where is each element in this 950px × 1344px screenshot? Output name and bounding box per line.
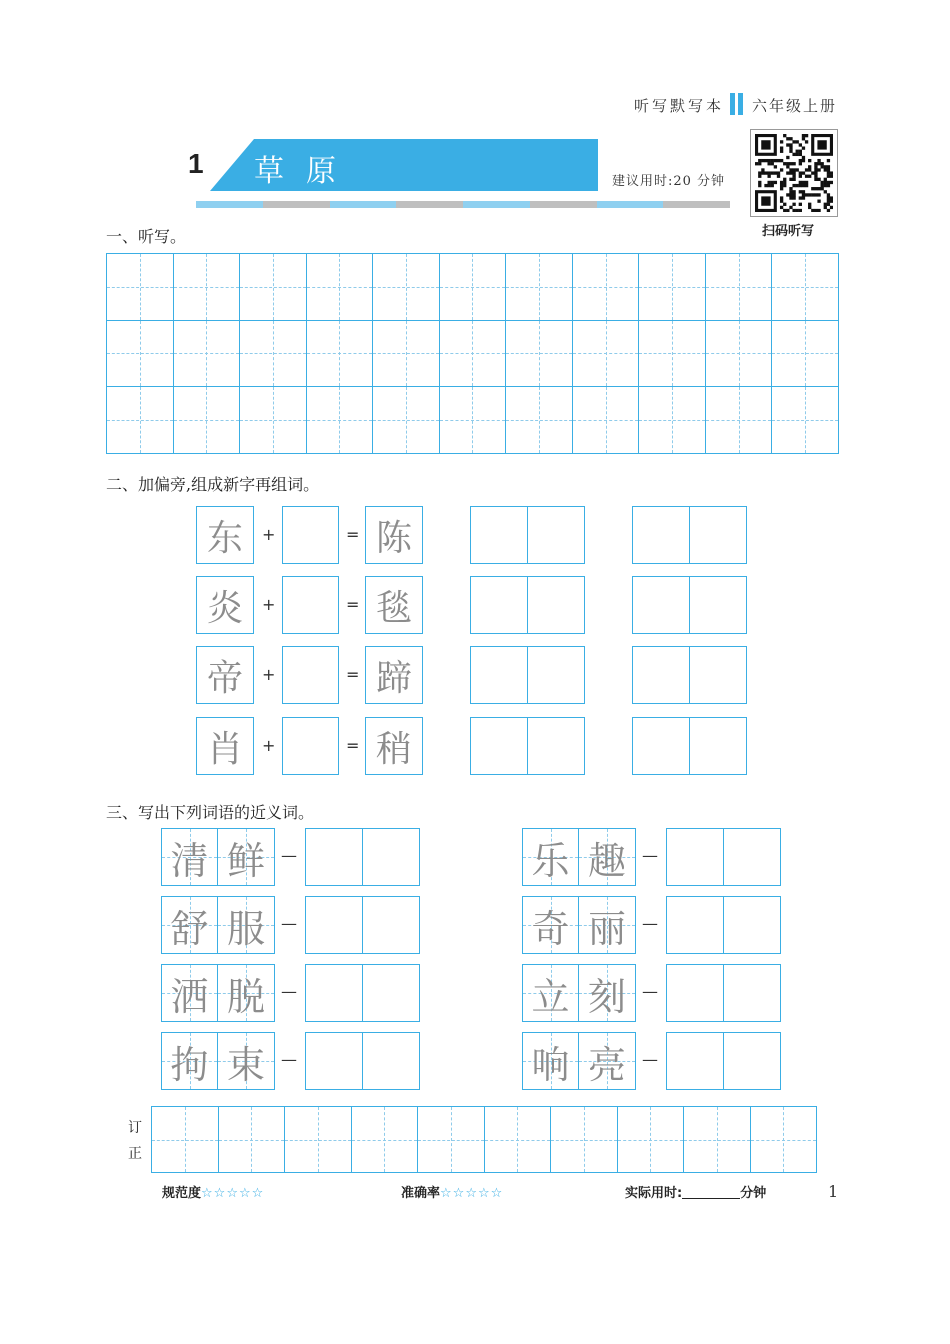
base-char-box [196,717,254,775]
synonym-left-char-1 [161,964,218,1022]
dictation-cell[interactable] [173,386,241,454]
dictation-cell[interactable] [106,386,174,454]
synonym-left-char-2-char: 鲜 [226,838,265,883]
synonym-answer-box[interactable] [362,964,420,1022]
correction-cell[interactable] [351,1106,419,1173]
synonym-left-char-1 [161,1032,218,1090]
dictation-cell[interactable] [771,386,839,454]
synonym-right-char-1 [522,964,579,1022]
result-char-box-char: 稍 [375,728,412,770]
dictation-cell[interactable] [705,386,773,454]
synonym-right-char-2-char: 趣 [587,838,626,883]
synonym-left-char-2-char: 脱 [226,974,265,1019]
dash-separator: — [281,1050,297,1069]
synonym-answer-box[interactable] [305,828,363,886]
word-input-box[interactable] [632,576,690,634]
dictation-cell[interactable] [572,320,640,388]
synonym-left-char-2-char: 服 [226,906,265,951]
progress-strip [196,201,730,208]
dictation-cell[interactable] [505,320,573,388]
correction-label-1: 订 [128,1120,142,1136]
dictation-cell[interactable] [106,320,174,388]
synonym-answer-box[interactable] [305,964,363,1022]
synonym-left-char-1-char: 拘 [170,1042,209,1087]
dash-separator: — [642,1050,658,1069]
dash-separator: — [281,914,297,933]
dictation-cell[interactable] [705,253,773,321]
synonym-answer-box[interactable] [723,1032,781,1090]
dictation-cell[interactable] [306,386,374,454]
neatness-label: 规范度 [162,1186,202,1201]
synonym-left-char-2 [217,1032,275,1090]
dictation-cell[interactable] [505,386,573,454]
neatness-rating [162,1182,264,1201]
equals-sign: = [346,525,360,544]
base-char-box-char: 帝 [206,657,243,699]
plus-sign: + [262,595,276,614]
accuracy-rating [401,1182,503,1201]
synonym-left-char-2-char: 束 [226,1042,265,1087]
base-char-box [196,506,254,564]
dash-separator: — [281,846,297,865]
synonym-answer-box[interactable] [723,964,781,1022]
section-1-title: 一、听写。 [106,227,187,246]
suggested-time: 建议用时:20 分钟 [612,174,726,189]
word-input-box[interactable] [470,717,528,775]
result-char-box [365,717,423,775]
synonym-right-char-1-char: 奇 [531,906,570,951]
synonym-right-char-2 [578,1032,636,1090]
synonym-right-char-1 [522,896,579,954]
radical-input-box[interactable] [282,717,339,775]
word-input-box[interactable] [632,717,690,775]
base-char-box-char: 炎 [206,587,243,629]
equals-sign: = [346,736,360,755]
actual-time [625,1182,766,1201]
result-char-box-char: 毯 [375,587,412,629]
result-char-box [365,576,423,634]
synonym-answer-box[interactable] [666,964,724,1022]
actual-time-label: 实际用时: [625,1186,683,1201]
synonym-right-char-1 [522,828,579,886]
word-input-box[interactable] [632,646,690,704]
dictation-cell[interactable] [638,253,706,321]
synonym-answer-box[interactable] [723,896,781,954]
synonym-left-char-1-char: 洒 [170,974,209,1019]
synonym-answer-box[interactable] [723,828,781,886]
synonym-left-char-1-char: 清 [170,838,209,883]
radical-input-box[interactable] [282,576,339,634]
synonym-right-char-1-char: 响 [531,1042,570,1087]
dash-separator: — [642,846,658,865]
correction-cell[interactable] [550,1106,618,1173]
lesson-number: 1 [188,148,204,179]
dictation-cell[interactable] [705,320,773,388]
lesson-title: 草原 [254,154,358,189]
dictation-cell[interactable] [106,253,174,321]
dictation-cell[interactable] [173,253,241,321]
synonym-right-char-1-char: 乐 [531,838,570,883]
dictation-cell[interactable] [505,253,573,321]
synonym-answer-box[interactable] [666,896,724,954]
radical-input-box[interactable] [282,506,339,564]
correction-cell[interactable] [750,1106,818,1173]
correction-cell[interactable] [683,1106,751,1173]
dictation-cell[interactable] [239,253,307,321]
dash-separator: — [642,982,658,1001]
synonym-answer-box[interactable] [666,1032,724,1090]
dictation-cell[interactable] [572,253,640,321]
dictation-cell[interactable] [239,320,307,388]
synonym-answer-box[interactable] [362,828,420,886]
section-2-title: 二、加偏旁,组成新字再组词。 [106,475,320,494]
accuracy-label: 准确率 [401,1186,441,1201]
section-3-title: 三、写出下列词语的近义词。 [106,803,315,822]
dictation-cell[interactable] [638,320,706,388]
neatness-stars[interactable]: ☆☆☆☆☆ [201,1186,265,1201]
dash-separator: — [281,982,297,1001]
base-char-box-char: 肖 [206,728,243,770]
synonym-left-char-1 [161,896,218,954]
result-char-box-char: 蹄 [375,657,412,699]
book-title: 听写默写本 [633,97,724,115]
qr-code[interactable] [750,129,838,217]
radical-input-box[interactable] [282,646,339,704]
correction-cell[interactable] [417,1106,485,1173]
result-char-box-char: 陈 [375,517,412,559]
dictation-cell[interactable] [239,386,307,454]
equals-sign: = [346,595,360,614]
synonym-left-char-2 [217,964,275,1022]
word-input-box[interactable] [689,646,747,704]
synonym-left-char-1-char: 舒 [170,906,209,951]
base-char-box-char: 东 [206,517,243,559]
synonym-answer-box[interactable] [305,896,363,954]
plus-sign: + [262,665,276,684]
dictation-cell[interactable] [372,320,440,388]
result-char-box [365,506,423,564]
actual-time-unit: 分钟 [740,1186,767,1201]
dictation-cell[interactable] [439,320,507,388]
equals-sign: = [346,665,360,684]
synonym-answer-box[interactable] [666,828,724,886]
word-input-box[interactable] [689,506,747,564]
synonym-right-char-2 [578,964,636,1022]
synonym-answer-box[interactable] [362,896,420,954]
synonym-answer-box[interactable] [305,1032,363,1090]
word-input-box[interactable] [527,717,585,775]
dictation-cell[interactable] [572,386,640,454]
header-divider [730,93,744,115]
synonym-answer-box[interactable] [362,1032,420,1090]
base-char-box [196,646,254,704]
accuracy-stars[interactable]: ☆☆☆☆☆ [440,1186,504,1201]
plus-sign: + [262,736,276,755]
synonym-right-char-1 [522,1032,579,1090]
word-input-box[interactable] [470,506,528,564]
synonym-right-char-2 [578,828,636,886]
dictation-cell[interactable] [372,386,440,454]
dictation-cell[interactable] [771,253,839,321]
dictation-cell[interactable] [306,253,374,321]
word-input-box[interactable] [470,576,528,634]
dictation-cell[interactable] [439,253,507,321]
synonym-left-char-1 [161,828,218,886]
dictation-cell[interactable] [439,386,507,454]
correction-label-2: 正 [128,1146,142,1162]
result-char-box [365,646,423,704]
dictation-cell[interactable] [372,253,440,321]
word-input-box[interactable] [632,506,690,564]
synonym-right-char-2 [578,896,636,954]
dictation-cell[interactable] [173,320,241,388]
word-input-box[interactable] [527,506,585,564]
correction-cell[interactable] [151,1106,219,1173]
word-input-box[interactable] [689,576,747,634]
synonym-right-char-1-char: 立 [531,974,570,1019]
synonym-right-char-2-char: 丽 [587,906,626,951]
correction-cell[interactable] [617,1106,685,1173]
synonym-left-char-2 [217,896,275,954]
grade-label: 六年级上册 [752,97,838,115]
base-char-box [196,576,254,634]
synonym-right-char-2-char: 亮 [587,1042,626,1087]
word-input-box[interactable] [527,646,585,704]
word-input-box[interactable] [689,717,747,775]
word-input-box[interactable] [527,576,585,634]
dash-separator: — [642,914,658,933]
correction-cell[interactable] [284,1106,352,1173]
qr-label: 扫码听写 [762,224,815,239]
plus-sign: + [262,525,276,544]
dictation-cell[interactable] [771,320,839,388]
synonym-right-char-2-char: 刻 [587,974,626,1019]
correction-cell[interactable] [218,1106,286,1173]
dictation-cell[interactable] [306,320,374,388]
correction-cell[interactable] [484,1106,552,1173]
word-input-box[interactable] [470,646,528,704]
page-number: 1 [828,1182,839,1201]
synonym-left-char-2 [217,828,275,886]
dictation-cell[interactable] [638,386,706,454]
actual-time-blank[interactable] [682,1198,740,1199]
